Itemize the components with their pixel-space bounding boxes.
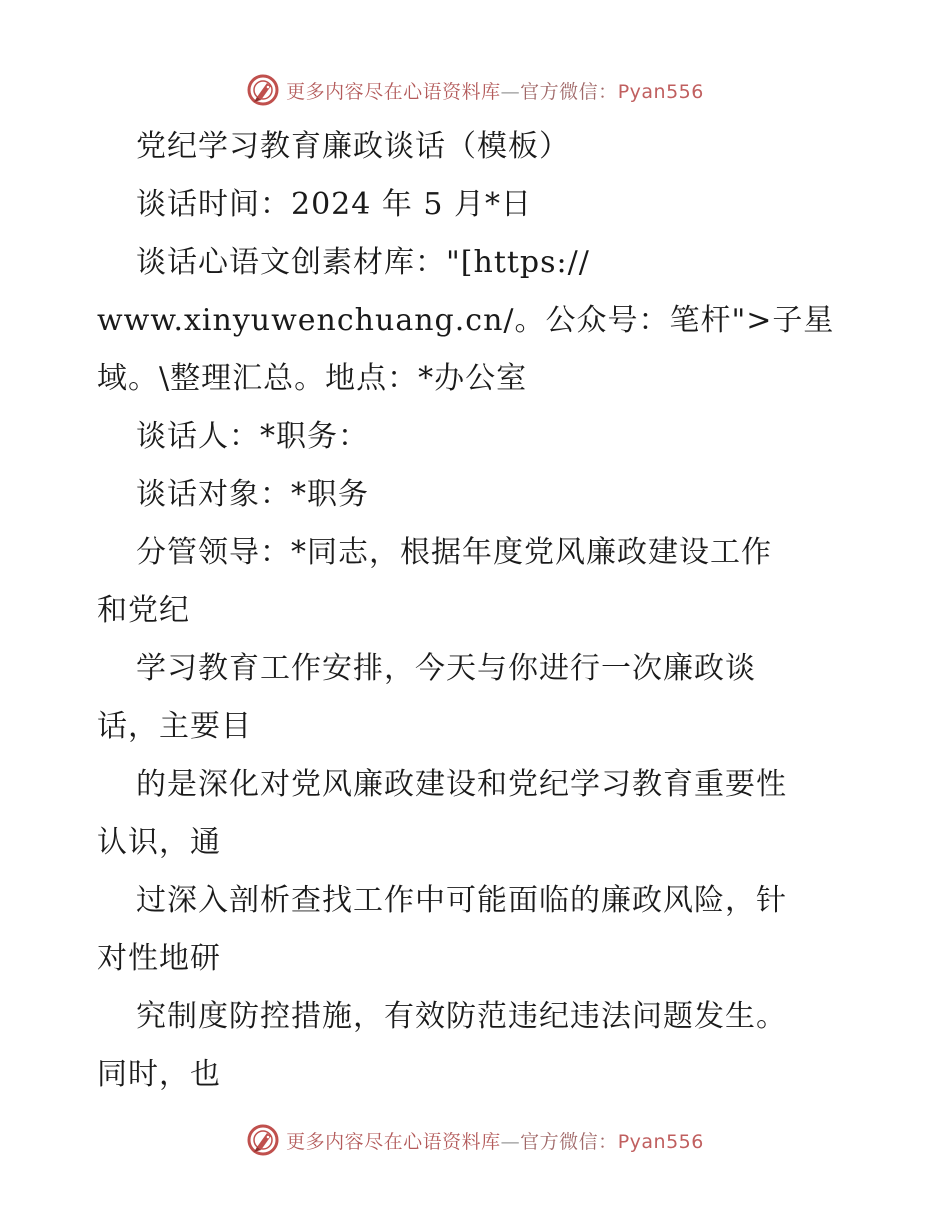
- text-line: 对性地研: [97, 941, 221, 976]
- text-line: 谈话心语文创素材库："[https://: [136, 245, 590, 280]
- banner-separator: —: [500, 1130, 521, 1153]
- text-line: 谈话时间：2024 年 5 月*日: [136, 187, 533, 222]
- header-banner: [0, 70, 950, 110]
- text-line: 分管领导：*同志，根据年度党风廉政建设工作: [136, 535, 772, 570]
- banner-brand: 更多内容尽在心语资料库: [286, 1130, 501, 1153]
- footer-banner-content: [246, 1123, 704, 1157]
- text-line: 党纪学习教育廉政谈话（模板）: [136, 129, 570, 164]
- text-line: 的是深化对党风廉政建设和党纪学习教育重要性: [136, 767, 787, 802]
- banner-text: [286, 1127, 704, 1154]
- banner-wechat-id: Pyan556: [617, 1130, 704, 1153]
- text-line: 认识，通: [97, 825, 221, 860]
- footer-banner: [0, 1120, 950, 1160]
- banner-separator: —: [500, 80, 521, 103]
- banner-wechat-id: Pyan556: [617, 80, 704, 103]
- pen-nib-logo-icon: [246, 73, 280, 107]
- text-line: 过深入剖析查找工作中可能面临的廉政风险，针: [136, 883, 787, 918]
- text-line: 同时，也: [97, 1057, 221, 1092]
- header-banner-content: [246, 73, 704, 107]
- text-line: 谈话对象：*职务: [136, 477, 369, 512]
- text-line: 域。\整理汇总。地点：*办公室: [97, 361, 528, 396]
- pen-nib-logo-icon: [246, 1123, 280, 1157]
- text-line: 话，主要目: [97, 709, 252, 744]
- banner-text: [286, 77, 704, 104]
- text-line: 和党纪: [97, 593, 190, 628]
- banner-brand: 更多内容尽在心语资料库: [286, 80, 501, 103]
- text-line: 究制度防控措施，有效防范违纪违法问题发生。: [136, 999, 787, 1034]
- banner-wechat-label: 官方微信：: [520, 1130, 618, 1153]
- text-line: 谈话人：*职务：: [136, 419, 369, 454]
- banner-wechat-label: 官方微信：: [520, 80, 618, 103]
- text-line: 学习教育工作安排，今天与你进行一次廉政谈: [136, 651, 756, 686]
- document-body: [97, 118, 857, 1104]
- text-line: www.xinyuwenchuang.cn/。公众号：笔杆">子星: [97, 303, 835, 338]
